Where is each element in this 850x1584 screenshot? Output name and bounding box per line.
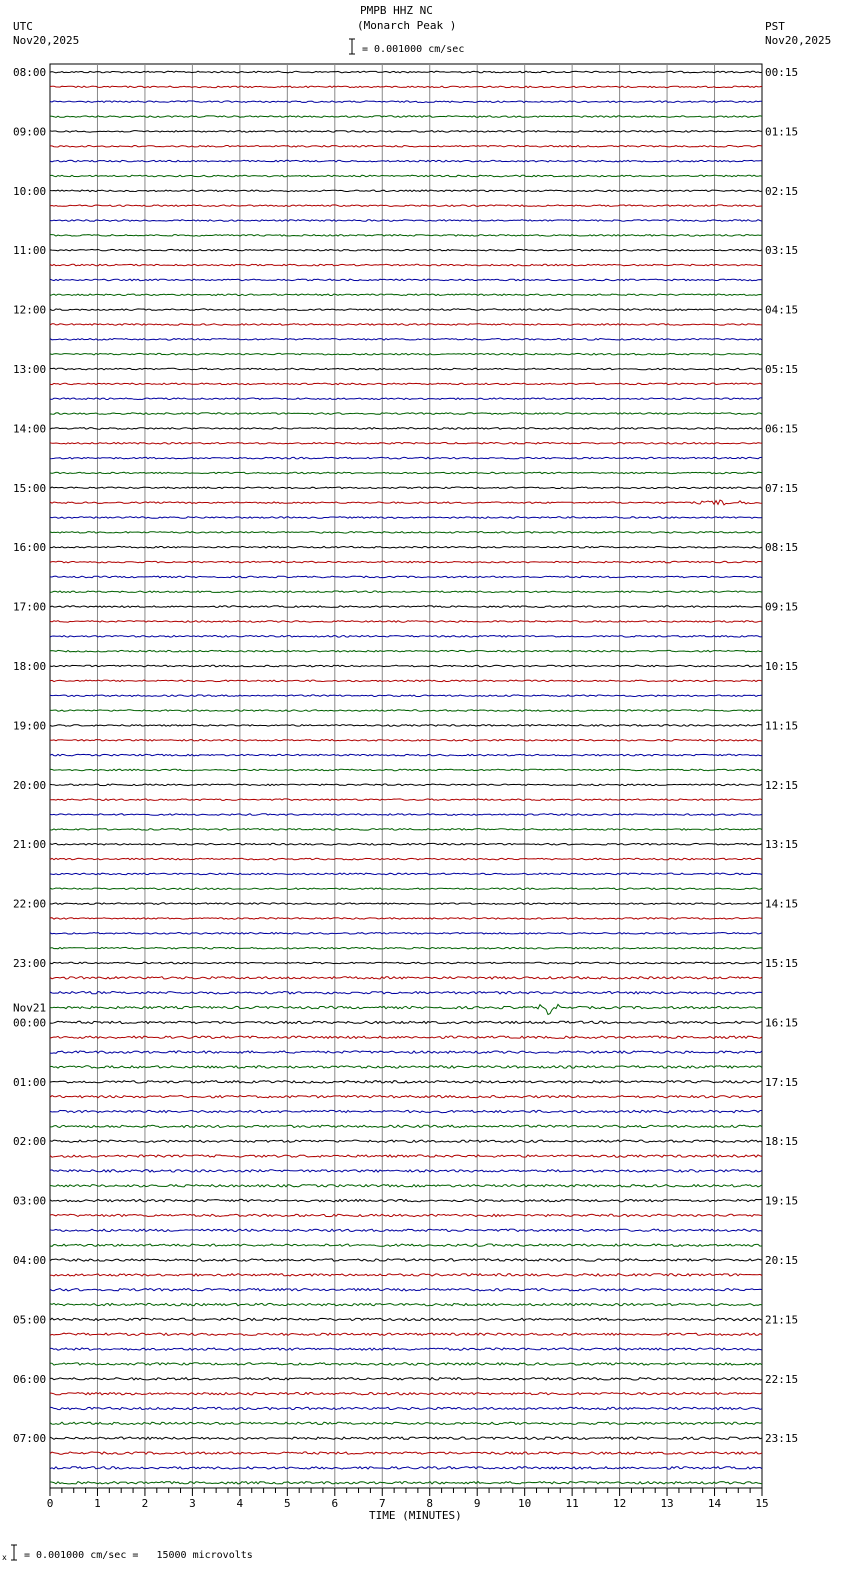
x-tick-label: 3 bbox=[189, 1497, 196, 1510]
pst-hour-label: 14:15 bbox=[765, 897, 799, 911]
x-tick-label: 13 bbox=[660, 1497, 674, 1510]
seismic-trace bbox=[50, 294, 762, 296]
pst-hour-label: 02:15 bbox=[765, 184, 799, 198]
seismic-trace bbox=[50, 457, 762, 459]
seismic-trace bbox=[50, 740, 762, 742]
utc-hour-label: 02:00 bbox=[13, 1135, 47, 1149]
seismic-trace bbox=[50, 235, 762, 237]
utc-hour-label: 17:00 bbox=[13, 600, 47, 614]
seismic-trace bbox=[50, 1467, 762, 1469]
x-tick-label: 5 bbox=[284, 1497, 291, 1510]
utc-hour-label: 01:00 bbox=[13, 1075, 47, 1089]
seismic-trace bbox=[50, 1140, 762, 1142]
seismic-trace bbox=[50, 1155, 762, 1157]
utc-hour-label: 19:00 bbox=[13, 719, 47, 733]
seismic-trace bbox=[50, 190, 762, 192]
pst-hour-label: 09:15 bbox=[765, 600, 799, 614]
seismic-trace bbox=[50, 1259, 762, 1261]
seismic-trace bbox=[50, 1482, 762, 1484]
seismic-trace bbox=[50, 636, 762, 638]
seismic-trace bbox=[50, 398, 762, 400]
utc-hour-label: 22:00 bbox=[13, 897, 47, 911]
seismic-trace bbox=[50, 1081, 762, 1083]
x-tick-label: 2 bbox=[141, 1497, 149, 1510]
pst-hour-label: 08:15 bbox=[765, 541, 799, 555]
seismic-trace bbox=[50, 472, 762, 474]
seismic-trace bbox=[50, 487, 762, 489]
pst-label: PST bbox=[765, 20, 785, 33]
pst-hour-label: 21:15 bbox=[765, 1313, 799, 1327]
utc-hour-label: 11:00 bbox=[13, 244, 47, 258]
pst-hour-label: 04:15 bbox=[765, 303, 799, 317]
pst-hour-label: 10:15 bbox=[765, 660, 799, 673]
utc-hour-label: 04:00 bbox=[13, 1254, 47, 1267]
utc-hour-label: 23:00 bbox=[13, 957, 47, 970]
seismic-trace bbox=[50, 220, 762, 222]
seismic-trace bbox=[50, 843, 762, 845]
seismic-trace bbox=[50, 1393, 762, 1395]
utc-hour-label: 21:00 bbox=[13, 838, 47, 852]
x-tick-label: 7 bbox=[378, 1497, 386, 1510]
x-tick-label: 0 bbox=[46, 1497, 54, 1510]
seismic-trace bbox=[50, 829, 762, 831]
seismic-trace bbox=[50, 1021, 762, 1023]
pst-hour-label: 12:15 bbox=[765, 778, 799, 792]
seismic-trace bbox=[50, 1170, 762, 1172]
seismic-trace bbox=[50, 769, 762, 771]
utc-hour-label: 15:00 bbox=[13, 481, 47, 495]
seismic-trace bbox=[50, 710, 762, 712]
seismic-trace bbox=[50, 665, 762, 667]
x-tick-label: 14 bbox=[707, 1497, 722, 1510]
utc-hour-label: 16:00 bbox=[13, 541, 47, 555]
utc-hour-label: 07:00 bbox=[13, 1432, 47, 1446]
seismic-trace bbox=[50, 1244, 762, 1246]
seismic-trace bbox=[50, 86, 762, 88]
seismic-trace bbox=[50, 992, 762, 994]
utc-date: Nov20,2025 bbox=[13, 34, 80, 47]
utc-hour-label: 12:00 bbox=[13, 303, 47, 317]
seismic-trace bbox=[50, 413, 762, 415]
seismic-trace bbox=[50, 977, 762, 979]
seismic-trace bbox=[50, 160, 762, 162]
pst-hour-label: 17:15 bbox=[765, 1075, 799, 1089]
utc-hour-label: 05:00 bbox=[13, 1313, 47, 1327]
seismic-trace bbox=[50, 1185, 762, 1187]
pst-hour-label: 03:15 bbox=[765, 244, 799, 258]
seismic-trace bbox=[50, 1318, 762, 1320]
pst-hour-label: 01:15 bbox=[765, 125, 799, 139]
seismic-trace bbox=[50, 279, 762, 281]
seismic-trace bbox=[50, 532, 762, 534]
seismic-trace bbox=[50, 428, 762, 430]
seismic-trace bbox=[50, 264, 762, 266]
seismic-trace bbox=[50, 814, 762, 816]
seismic-trace bbox=[50, 339, 762, 341]
pst-hour-label: 06:15 bbox=[765, 422, 799, 436]
seismic-trace bbox=[50, 962, 762, 964]
day-change-label: Nov21 bbox=[13, 1001, 47, 1015]
utc-hour-label: 10:00 bbox=[13, 184, 47, 198]
footer-scale-text: = 0.001000 cm/sec = 15000 microvolts bbox=[24, 1550, 253, 1561]
seismic-trace bbox=[50, 799, 762, 801]
seismic-trace bbox=[50, 546, 762, 548]
seismic-trace bbox=[50, 725, 762, 727]
seismic-trace bbox=[50, 873, 762, 875]
seismic-trace bbox=[50, 131, 762, 133]
seismic-trace bbox=[50, 1289, 762, 1291]
seismic-trace bbox=[50, 71, 762, 73]
x-tick-label: 15 bbox=[755, 1497, 769, 1510]
seismic-trace bbox=[50, 576, 762, 578]
pst-hour-label: 15:15 bbox=[765, 957, 799, 970]
pst-hour-label: 07:15 bbox=[765, 481, 799, 495]
seismic-trace bbox=[50, 1036, 762, 1038]
footer-scale-bar-icon bbox=[10, 1544, 18, 1562]
pst-hour-label: 18:15 bbox=[765, 1135, 799, 1149]
seismic-trace bbox=[50, 1422, 762, 1424]
x-tick-label: 4 bbox=[236, 1497, 244, 1510]
seismic-trace bbox=[50, 116, 762, 118]
x-tick-label: 10 bbox=[518, 1497, 532, 1510]
x-tick-label: 6 bbox=[331, 1497, 339, 1510]
x-axis-label: TIME (MINUTES) bbox=[369, 1509, 462, 1522]
seismic-trace bbox=[50, 1452, 762, 1454]
seismic-trace bbox=[50, 1274, 762, 1276]
seismic-trace bbox=[50, 500, 762, 505]
seismic-trace bbox=[50, 1199, 762, 1201]
x-tick-label: 9 bbox=[473, 1497, 481, 1510]
utc-label: UTC bbox=[13, 20, 33, 33]
utc-hour-label: 20:00 bbox=[13, 778, 47, 792]
utc-hour-label: 06:00 bbox=[13, 1372, 47, 1386]
seismic-trace bbox=[50, 1333, 762, 1335]
seismic-trace bbox=[50, 383, 762, 385]
seismic-trace bbox=[50, 754, 762, 756]
seismic-trace bbox=[50, 1407, 762, 1409]
seismic-trace bbox=[50, 1125, 762, 1127]
seismic-trace bbox=[50, 1303, 762, 1305]
seismic-trace bbox=[50, 1096, 762, 1098]
seismic-trace bbox=[50, 309, 762, 311]
x-tick-label: 11 bbox=[565, 1497, 579, 1510]
pst-hour-label: 19:15 bbox=[765, 1194, 799, 1208]
utc-hour-label: 14:00 bbox=[13, 422, 47, 436]
seismic-trace bbox=[50, 146, 762, 148]
seismic-trace bbox=[50, 1066, 762, 1068]
seismic-trace bbox=[50, 650, 762, 652]
seismic-trace bbox=[50, 1348, 762, 1350]
seismic-trace bbox=[50, 888, 762, 890]
pst-hour-label: 00:15 bbox=[765, 66, 799, 79]
pst-date: Nov20,2025 bbox=[765, 34, 832, 47]
pst-hour-label: 22:15 bbox=[765, 1372, 799, 1386]
seismic-trace bbox=[50, 591, 762, 593]
seismic-trace bbox=[50, 561, 762, 563]
utc-hour-label: 13:00 bbox=[13, 363, 47, 376]
seismic-trace bbox=[50, 933, 762, 935]
pst-hour-label: 16:15 bbox=[765, 1016, 799, 1030]
utc-hour-label: 03:00 bbox=[13, 1194, 47, 1208]
seismic-trace bbox=[50, 324, 762, 326]
station-location: (Monarch Peak ) bbox=[357, 19, 457, 32]
seismic-trace bbox=[50, 858, 762, 860]
scale-label: = 0.001000 cm/sec bbox=[362, 44, 465, 55]
seismic-trace bbox=[50, 947, 762, 949]
utc-hour-label: 08:00 bbox=[13, 66, 47, 79]
pst-hour-label: 05:15 bbox=[765, 363, 799, 376]
pst-hour-label: 13:15 bbox=[765, 838, 799, 852]
pst-hour-label: 11:15 bbox=[765, 719, 799, 733]
seismic-trace bbox=[50, 101, 762, 103]
seismic-trace bbox=[50, 680, 762, 682]
seismic-trace bbox=[50, 606, 762, 608]
x-tick-label: 12 bbox=[612, 1497, 627, 1510]
seismic-trace bbox=[50, 1214, 762, 1216]
pst-hour-label: 20:15 bbox=[765, 1254, 799, 1267]
seismic-trace bbox=[50, 205, 762, 207]
seismic-trace bbox=[50, 368, 762, 370]
seismic-trace bbox=[50, 443, 762, 445]
utc-hour-label: 00:00 bbox=[13, 1016, 47, 1030]
seismic-trace bbox=[50, 517, 762, 519]
seismic-trace bbox=[50, 1004, 762, 1014]
seismic-trace bbox=[50, 1378, 762, 1380]
pst-hour-label: 23:15 bbox=[765, 1432, 799, 1446]
seismic-trace bbox=[50, 175, 762, 177]
seismic-trace bbox=[50, 1363, 762, 1365]
seismic-trace bbox=[50, 695, 762, 697]
utc-hour-label: 09:00 bbox=[13, 125, 47, 139]
seismic-trace bbox=[50, 1110, 762, 1112]
seismic-trace bbox=[50, 1437, 762, 1439]
seismic-trace bbox=[50, 918, 762, 920]
seismic-trace bbox=[50, 1051, 762, 1053]
x-tick-label: 1 bbox=[94, 1497, 101, 1510]
seismic-trace bbox=[50, 353, 762, 355]
seismic-trace bbox=[50, 784, 762, 786]
x-tick-label: 8 bbox=[426, 1497, 434, 1510]
seismic-trace bbox=[50, 1229, 762, 1231]
utc-hour-label: 18:00 bbox=[13, 660, 47, 673]
station-title: PMPB HHZ NC bbox=[360, 4, 433, 17]
seismic-trace bbox=[50, 903, 762, 905]
footer-prefix: x bbox=[2, 1553, 7, 1562]
seismic-trace bbox=[50, 621, 762, 623]
seismic-trace bbox=[50, 249, 762, 251]
